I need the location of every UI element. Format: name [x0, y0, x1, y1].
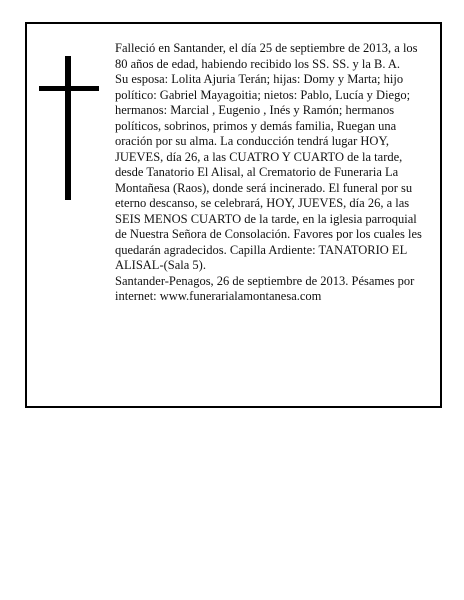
- cross-horizontal-bar: [39, 86, 99, 91]
- latin-cross-icon: [39, 56, 99, 200]
- cross-vertical-bar: [65, 56, 71, 200]
- family-and-services: Su esposa: Lolita Ajuria Terán; hijas: Domy y Marta; hijo político: Gabriel Mayagoitia; nietos: Pablo, Lucía y Diego; hermanos: Marcial , Eugenio , Inés y Ramón; hermanos políticos, sobrinos, primos y demás familia, Ruegan una oración por su alma. La conducción tendrá lugar HOY, JUEVES, día 26, a las CUATRO Y CUARTO de la tarde, desde Tanatorio El Alisal, al Crematorio de Funeraria La Montañesa (Raos), donde será incinerado. El funeral por su eterno descanso, se celebrará, HOY, JUEVES, día 26, a las SEIS MENOS CUARTO de la tarde, en la iglesia parroquial de Nuestra Señora de Consolación. Favores por los cuales les quedarán agradecidos. Capilla Ardiente: TANATORIO EL ALISAL-(Sala 5).: [115, 72, 422, 272]
- notice-text: [115, 41, 425, 305]
- obituary-notice: [25, 22, 442, 408]
- date-and-condolences: Santander-Penagos, 26 de septiembre de 2013. Pésames por internet: www.funerarialamontanesa.com: [115, 273, 415, 303]
- death-announcement: Falleció en Santander, el día 25 de septiembre de 2013, a los 80 años de edad, habiendo recibido los SS. SS. y la B. A.: [115, 41, 418, 71]
